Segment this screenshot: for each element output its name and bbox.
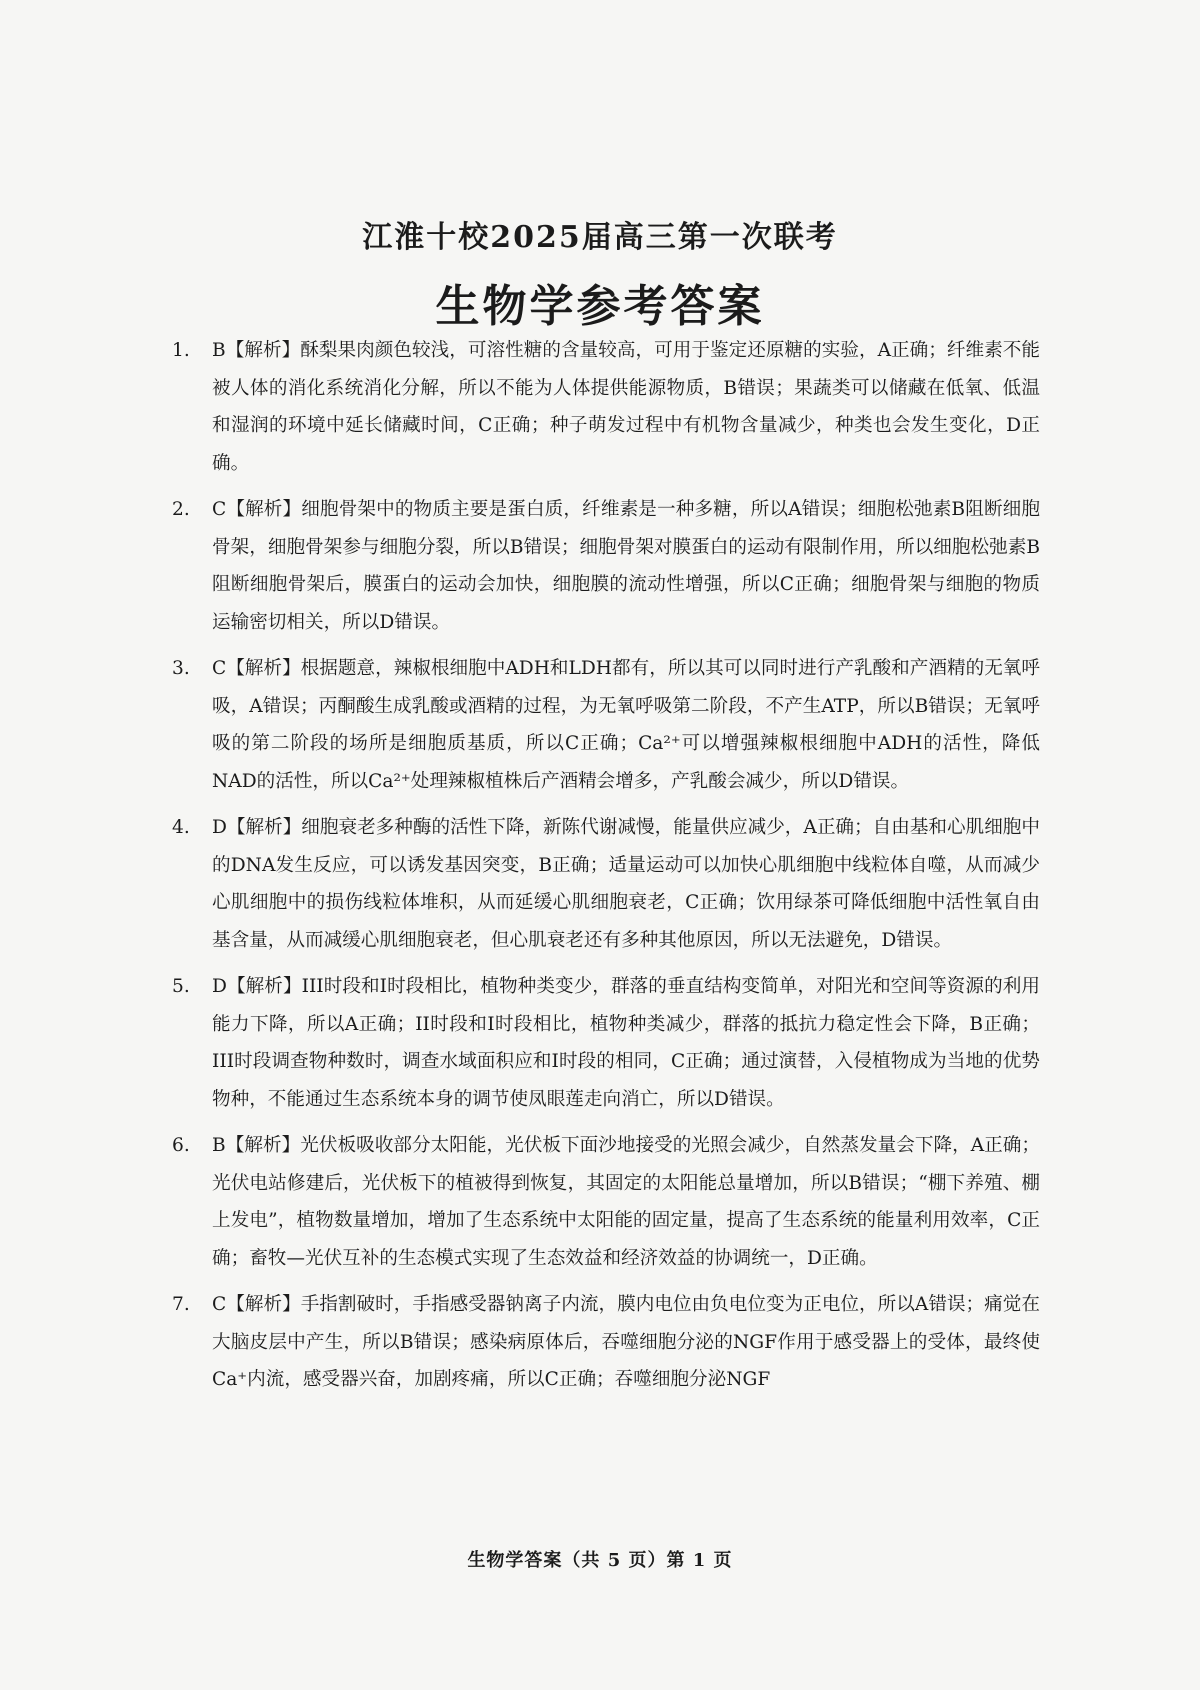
answer-number: 2. (172, 499, 190, 520)
answer-explanation: D【解析】细胞衰老多种酶的活性下降，新陈代谢减慢，能量供应减少，A正确；自由基和心肌细胞中的DNA发生反应，可以诱发基因突变，B正确；适量运动可以加快心肌细胞中线粒体自噬，从而减少心肌细胞中的损伤线粒体堆积，从而延缓心肌细胞衰老，C正确；饮用绿茶可降低细胞中活性氧自由基含量，从而减缓心肌细胞衰老，但心肌衰老还有多种其他原因，所以无法避免，D错误。 (212, 817, 1040, 951)
answer-item-6 (160, 1127, 1040, 1277)
answer-item-5 (160, 968, 1040, 1118)
answer-item-4 (160, 809, 1040, 959)
page-footer: 生物学答案（共 5 页）第 1 页 (467, 1550, 733, 1571)
answer-explanation: C【解析】细胞骨架中的物质主要是蛋白质，纤维素是一种多糖，所以A错误；细胞松弛素B阻断细胞骨架，细胞骨架参与细胞分裂，所以B错误；细胞骨架对膜蛋白的运动有限制作用，所以细胞松弛素B阻断细胞骨架后，膜蛋白的运动会加快，细胞膜的流动性增强，所以C正确；细胞骨架与细胞的物质运输密切相关，所以D错误。 (212, 499, 1040, 633)
answer-list (160, 332, 1040, 1408)
answer-item-7 (160, 1286, 1040, 1399)
answer-explanation: C【解析】根据题意，辣椒根细胞中ADH和LDH都有，所以其可以同时进行产乳酸和产酒精的无氧呼吸，A错误；丙酮酸生成乳酸或酒精的过程，为无氧呼吸第二阶段，不产生ATP，所以B错误；无氧呼吸的第二阶段的场所是细胞质基质，所以C正确；Ca²⁺可以增强辣椒根细胞中ADH的活性，降低NAD的活性，所以Ca²⁺处理辣椒植株后产酒精会增多，产乳酸会减少，所以D错误。 (212, 658, 1040, 792)
answer-number: 6. (172, 1135, 190, 1156)
answer-item-2 (160, 491, 1040, 641)
answer-explanation: C【解析】手指割破时，手指感受器钠离子内流，膜内电位由负电位变为正电位，所以A错误；痛觉在大脑皮层中产生，所以B错误；感染病原体后，吞噬细胞分泌的NGF作用于感受器上的受体，最终使Ca⁺内流，感受器兴奋，加剧疼痛，所以C正确；吞噬细胞分泌NGF (212, 1294, 1040, 1390)
answer-explanation: D【解析】III时段和I时段相比，植物种类变少，群落的垂直结构变简单，对阳光和空间等资源的利用能力下降，所以A正确；II时段和I时段相比，植物种类减少，群落的抵抗力稳定性会下降，B正确；III时段调查物种数时，调查水域面积应和I时段的相同，C正确；通过演替，入侵植物成为当地的优势物种，不能通过生态系统本身的调节使凤眼莲走向消亡，所以D错误。 (212, 976, 1040, 1110)
answer-explanation: B【解析】光伏板吸收部分太阳能，光伏板下面沙地接受的光照会减少，自然蒸发量会下降，A正确；光伏电站修建后，光伏板下的植被得到恢复，其固定的太阳能总量增加，所以B错误；“棚下养殖、棚上发电”，植物数量增加，增加了生态系统中太阳能的固定量，提高了生态系统的能量利用效率，C正确；畜牧—光伏互补的生态模式实现了生态效益和经济效益的协调统一，D正确。 (212, 1135, 1040, 1269)
answer-number: 4. (172, 817, 190, 838)
document-title: 生物学参考答案 (435, 281, 765, 332)
answer-number: 3. (172, 658, 190, 679)
answer-number: 5. (172, 976, 190, 997)
answer-explanation: B【解析】酥梨果肉颜色较浅，可溶性糖的含量较高，可用于鉴定还原糖的实验，A正确；纤维素不能被人体的消化系统消化分解，所以不能为人体提供能源物质，B错误；果蔬类可以储藏在低氧、低温和湿润的环境中延长储藏时间，C正确；种子萌发过程中有机物含量减少，种类也会发生变化，D正确。 (212, 340, 1040, 474)
answer-number: 1. (172, 340, 190, 361)
answer-number: 7. (172, 1294, 190, 1315)
answer-item-1 (160, 332, 1040, 482)
exam-title: 江淮十校2025届高三第一次联考 (362, 220, 838, 255)
answer-item-3 (160, 650, 1040, 800)
